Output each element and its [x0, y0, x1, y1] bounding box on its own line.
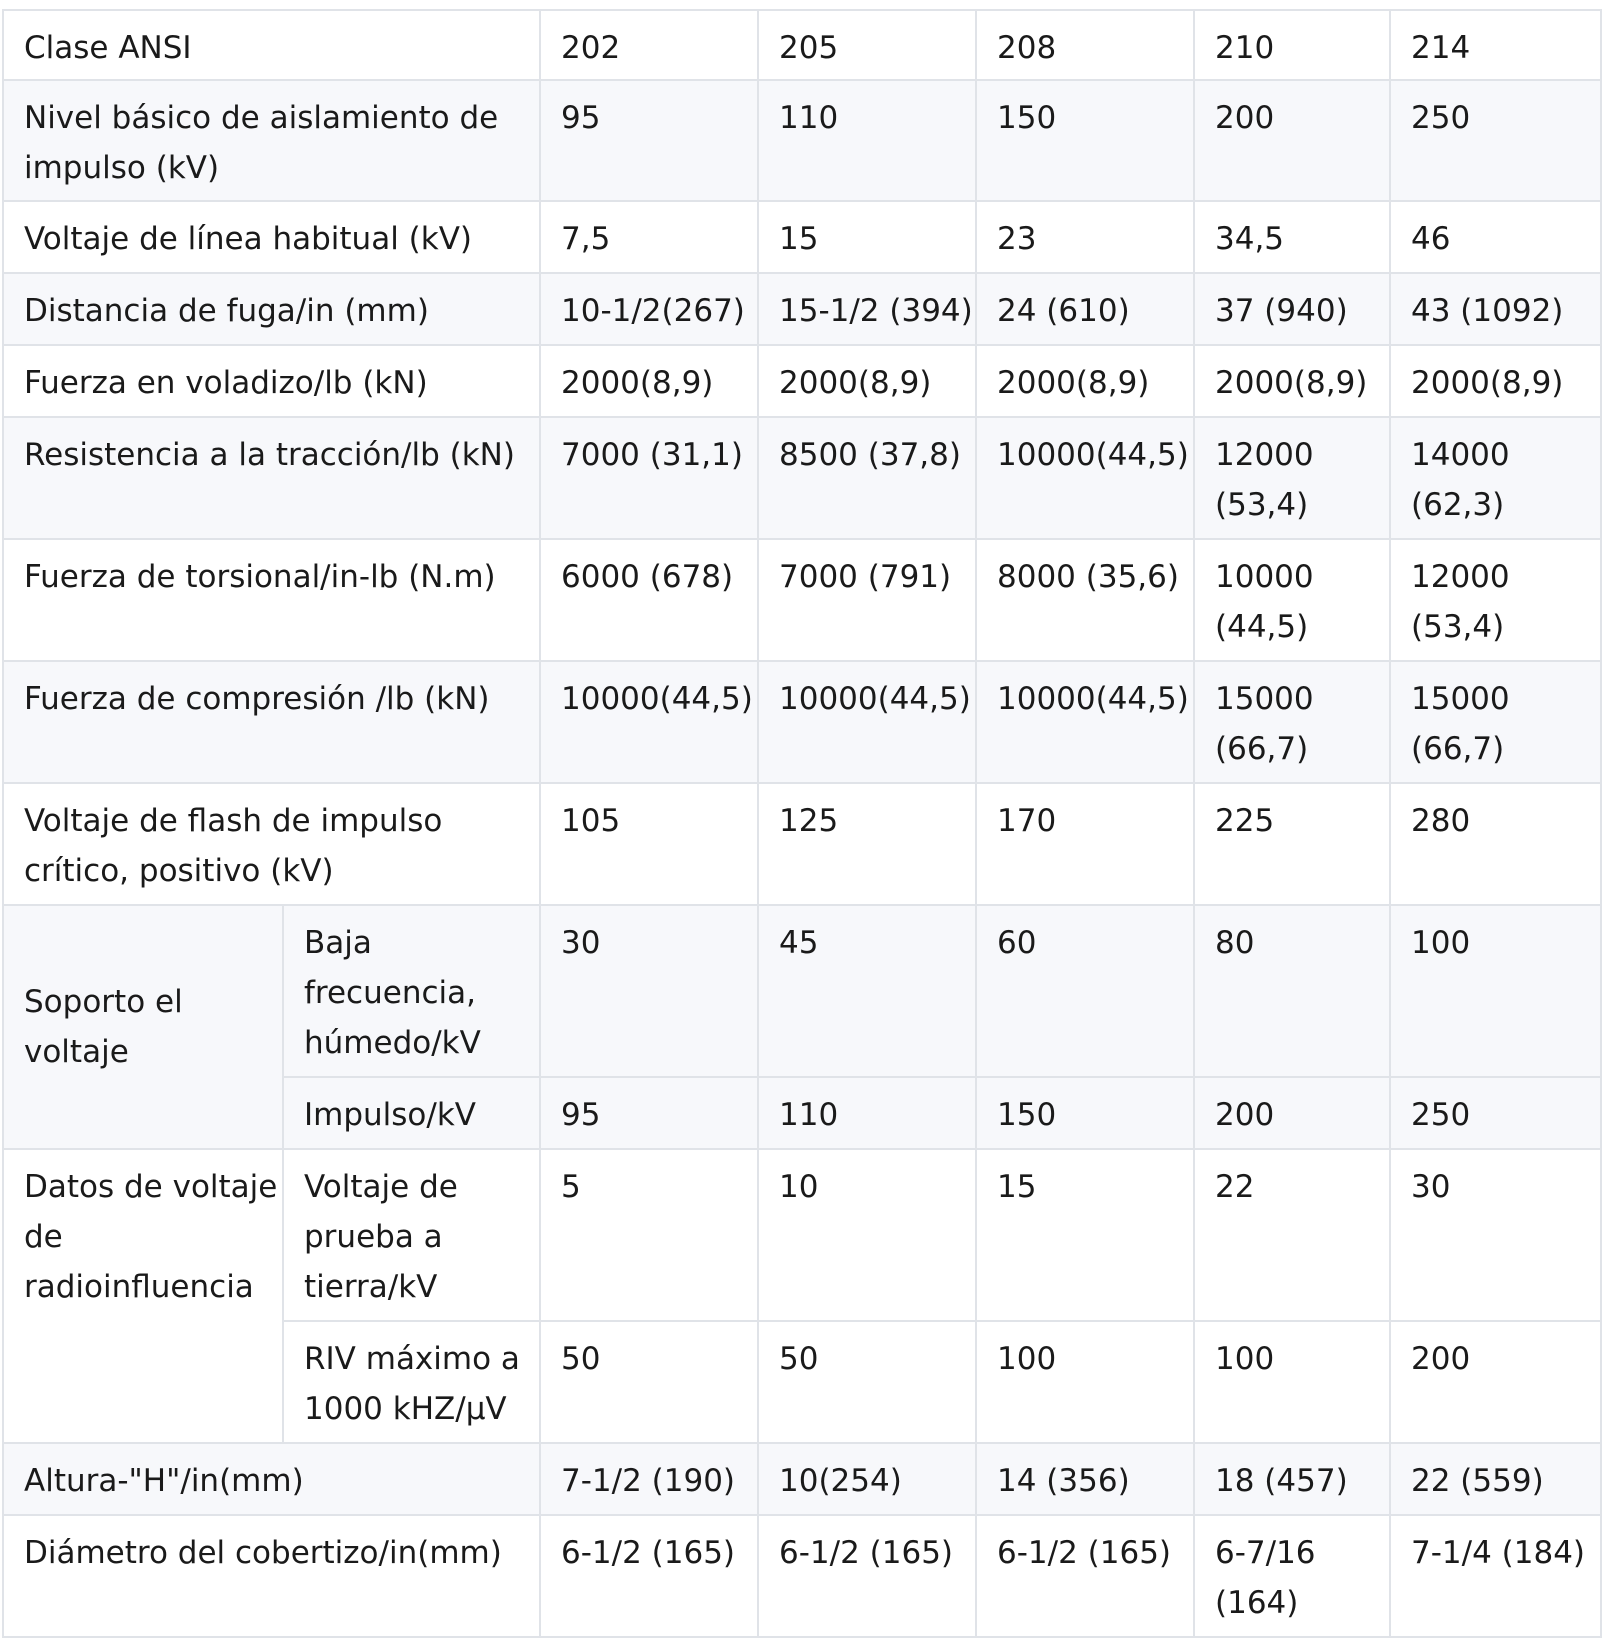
sub-row-label: RIV máximo a 1000 kHZ/μV — [283, 1321, 540, 1443]
table-header-row — [3, 10, 1601, 80]
table-cell: 95 — [540, 1077, 758, 1149]
table-cell: 6000 (678) — [540, 539, 758, 661]
row-label: Fuerza de compresión /lb (kN) — [3, 661, 540, 783]
table-cell: 200 — [1194, 1077, 1390, 1149]
table-row — [3, 1515, 1601, 1637]
table-cell: 22 (559) — [1390, 1443, 1601, 1515]
table-cell: 15 — [758, 201, 976, 273]
row-label: Diámetro del cobertizo/in(mm) — [3, 1515, 540, 1637]
table-cell: 110 — [758, 80, 976, 201]
table-cell: 15-1/2 (394) — [758, 273, 976, 345]
table-cell: 14 (356) — [976, 1443, 1194, 1515]
table-cell: 37 (940) — [1194, 273, 1390, 345]
row-label: Nivel básico de aislamiento de impulso (kV) — [3, 80, 540, 201]
row-label: Fuerza de torsional/in-lb (N.m) — [3, 539, 540, 661]
table-cell: 50 — [540, 1321, 758, 1443]
table-row — [3, 345, 1601, 417]
table-cell: 12000 (53,4) — [1194, 417, 1390, 539]
row-label: Fuerza en voladizo/lb (kN) — [3, 345, 540, 417]
table-row — [3, 417, 1601, 539]
table-cell: 6-1/2 (165) — [540, 1515, 758, 1637]
table-row — [3, 661, 1601, 783]
table-cell: 23 — [976, 201, 1194, 273]
row-label: Voltaje de flash de impulso crítico, positivo (kV) — [3, 783, 540, 905]
table-row — [3, 201, 1601, 273]
table-cell: 200 — [1390, 1321, 1601, 1443]
group-label: Soporto el voltaje — [3, 905, 283, 1149]
header-cell: 205 — [758, 10, 976, 80]
table-cell: 5 — [540, 1149, 758, 1321]
table-cell: 8500 (37,8) — [758, 417, 976, 539]
table-cell: 43 (1092) — [1390, 273, 1601, 345]
table-row — [3, 80, 1601, 201]
table-cell: 250 — [1390, 80, 1601, 201]
table-cell: 80 — [1194, 905, 1390, 1077]
table-cell: 10 — [758, 1149, 976, 1321]
table-cell: 10000(44,5) — [540, 661, 758, 783]
table-cell: 7000 (31,1) — [540, 417, 758, 539]
table-cell: 2000(8,9) — [1194, 345, 1390, 417]
table-cell: 24 (610) — [976, 273, 1194, 345]
table-cell: 100 — [1194, 1321, 1390, 1443]
table-cell: 6-7/16 (164) — [1194, 1515, 1390, 1637]
table-cell: 6-1/2 (165) — [758, 1515, 976, 1637]
table-cell: 7,5 — [540, 201, 758, 273]
table-cell: 10000(44,5) — [758, 661, 976, 783]
table-cell: 280 — [1390, 783, 1601, 905]
sub-row-label: Baja frecuencia, húmedo/kV — [283, 905, 540, 1077]
table-cell: 2000(8,9) — [1390, 345, 1601, 417]
table-row — [3, 273, 1601, 345]
table-cell: 150 — [976, 80, 1194, 201]
table-cell: 15000 (66,7) — [1390, 661, 1601, 783]
group-label: Datos de voltaje de radioinfluencia — [3, 1149, 283, 1443]
table-row — [3, 539, 1601, 661]
table-cell: 200 — [1194, 80, 1390, 201]
table-cell: 14000 (62,3) — [1390, 417, 1601, 539]
table-cell: 45 — [758, 905, 976, 1077]
table-cell: 7-1/2 (190) — [540, 1443, 758, 1515]
row-label: Resistencia a la tracción/lb (kN) — [3, 417, 540, 539]
table-cell: 105 — [540, 783, 758, 905]
table-cell: 10000 (44,5) — [1194, 539, 1390, 661]
table-cell: 250 — [1390, 1077, 1601, 1149]
table-cell: 34,5 — [1194, 201, 1390, 273]
table-cell: 7000 (791) — [758, 539, 976, 661]
table-cell: 30 — [1390, 1149, 1601, 1321]
header-cell: Clase ANSI — [3, 10, 540, 80]
table-cell: 170 — [976, 783, 1194, 905]
header-cell: 202 — [540, 10, 758, 80]
table-cell: 2000(8,9) — [758, 345, 976, 417]
table-cell: 10000(44,5) — [976, 661, 1194, 783]
table-cell: 10000(44,5) — [976, 417, 1194, 539]
ansi-spec-table — [2, 9, 1602, 1638]
table-cell: 50 — [758, 1321, 976, 1443]
table-row — [3, 1443, 1601, 1515]
table-cell: 2000(8,9) — [540, 345, 758, 417]
table-cell: 110 — [758, 1077, 976, 1149]
table-cell: 22 — [1194, 1149, 1390, 1321]
table-row — [3, 1149, 1601, 1321]
table-cell: 18 (457) — [1194, 1443, 1390, 1515]
table-cell: 15 — [976, 1149, 1194, 1321]
table-cell: 2000(8,9) — [976, 345, 1194, 417]
table-cell: 10-1/2(267) — [540, 273, 758, 345]
row-label: Distancia de fuga/in (mm) — [3, 273, 540, 345]
sub-row-label: Impulso/kV — [283, 1077, 540, 1149]
table-cell: 30 — [540, 905, 758, 1077]
table-cell: 95 — [540, 80, 758, 201]
row-label: Voltaje de línea habitual (kV) — [3, 201, 540, 273]
row-label: Altura-"H"/in(mm) — [3, 1443, 540, 1515]
header-cell: 208 — [976, 10, 1194, 80]
table-cell: 60 — [976, 905, 1194, 1077]
table-row — [3, 905, 1601, 1077]
table-cell: 150 — [976, 1077, 1194, 1149]
table-cell: 100 — [1390, 905, 1601, 1077]
table-cell: 8000 (35,6) — [976, 539, 1194, 661]
header-cell: 210 — [1194, 10, 1390, 80]
sub-row-label: Voltaje de prueba a tierra/kV — [283, 1149, 540, 1321]
table-cell: 125 — [758, 783, 976, 905]
table-cell: 6-1/2 (165) — [976, 1515, 1194, 1637]
table-cell: 12000 (53,4) — [1390, 539, 1601, 661]
header-cell: 214 — [1390, 10, 1601, 80]
table-cell: 46 — [1390, 201, 1601, 273]
table-cell: 100 — [976, 1321, 1194, 1443]
table-cell: 10(254) — [758, 1443, 976, 1515]
table-cell: 225 — [1194, 783, 1390, 905]
table-cell: 15000 (66,7) — [1194, 661, 1390, 783]
table-row — [3, 783, 1601, 905]
table-cell: 7-1/4 (184) — [1390, 1515, 1601, 1637]
